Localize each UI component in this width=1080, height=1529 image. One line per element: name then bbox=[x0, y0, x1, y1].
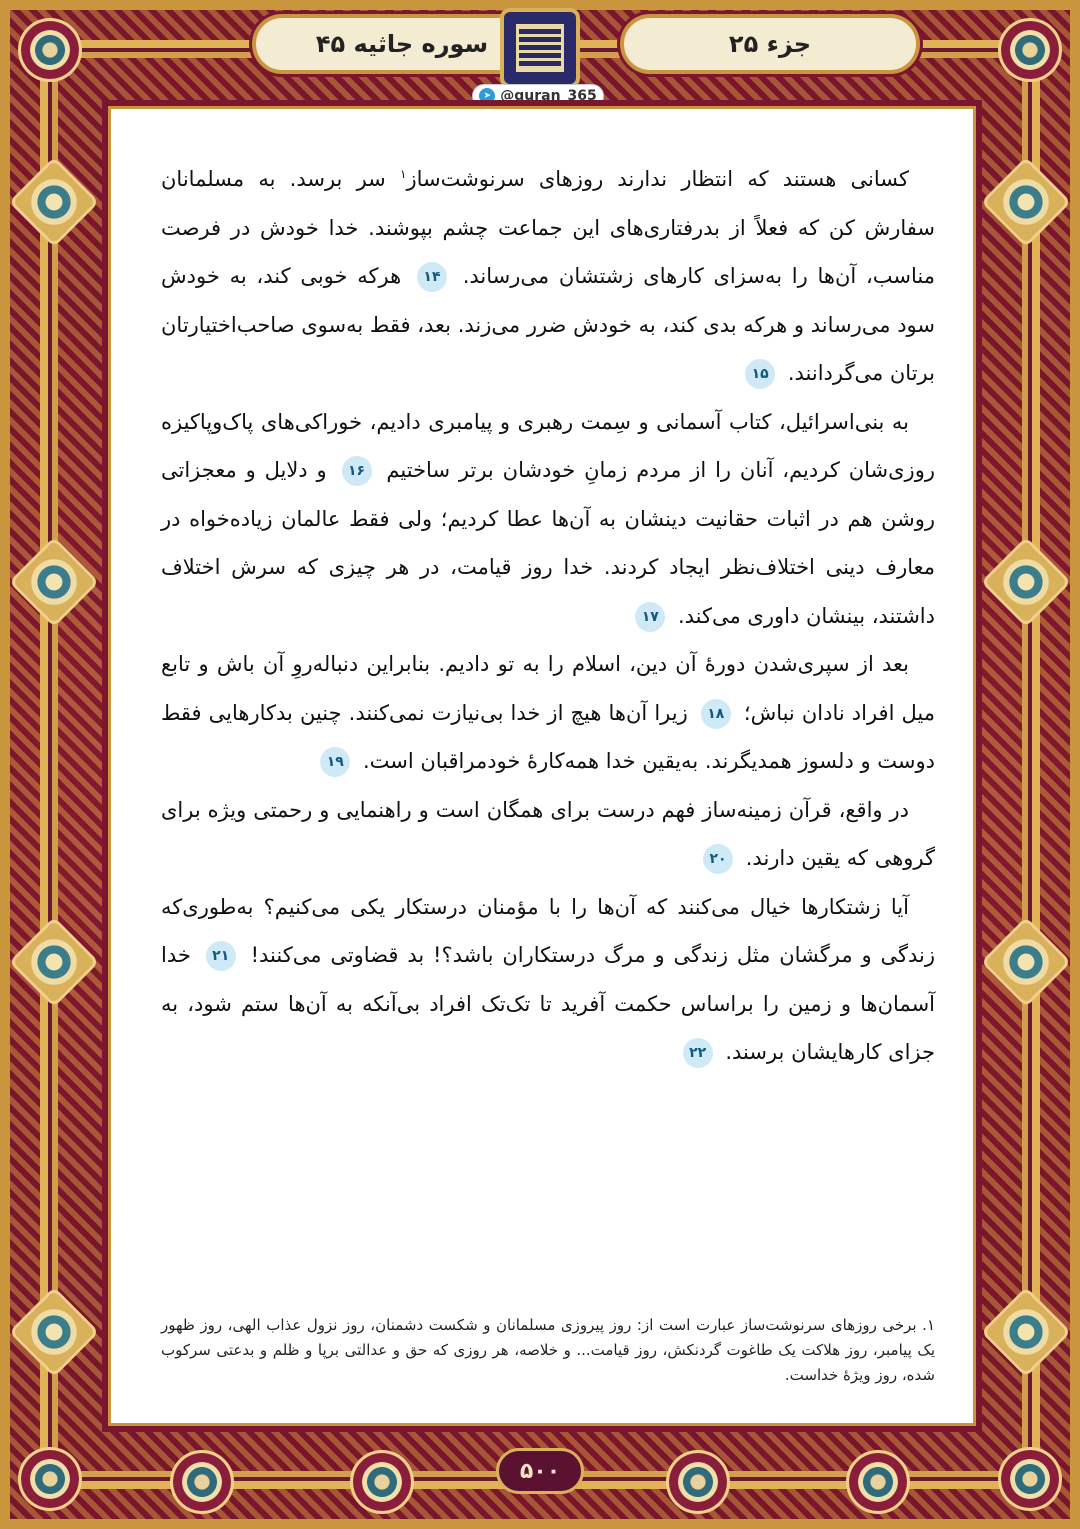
page-content bbox=[108, 106, 976, 1426]
verse-segment: زیرا آن‌ها هیچ از خدا بی‌نیازت نمی‌کنند. چنین بدکارهایی فقط دوست و دلسوز همدیگرند. به‌یقین خدا همه‌کارهٔ خودمراقبان است. bbox=[161, 700, 935, 773]
paragraph bbox=[161, 398, 935, 641]
verse-segment: آیا زشتکارها خیال می‌کنند که آن‌ها را با مؤمنان درستکار یکی می‌کنیم؟ به‌طوری‌که زندگی و مرگشان مثل زندگی و مرگ درستکاران باشد؟! بد قضاوتی می‌کنند! bbox=[161, 894, 935, 967]
rosette-ornament-icon bbox=[998, 18, 1062, 82]
rosette-ornament-icon bbox=[350, 1450, 414, 1514]
ayah-number: ۱۹ bbox=[320, 747, 350, 777]
page-number: ۵۰۰ bbox=[496, 1448, 584, 1494]
telegram-icon: ➤ bbox=[479, 88, 495, 104]
channel-handle-badge[interactable] bbox=[472, 84, 604, 108]
ayah-number: ۲۱ bbox=[206, 941, 236, 971]
verse-segment: هرکه خوبی کند، به خودش سود می‌رساند و هرکه بدی کند، به خودش ضرر می‌زند. بعد، فقط به‌سوی صاحب‌اختیارتان برتان می‌گردانند. bbox=[161, 264, 935, 385]
kufic-logo-icon bbox=[500, 8, 580, 88]
paragraph bbox=[161, 155, 935, 398]
verse-segment: خدا آسمان‌ها و زمین را براساس حکمت آفرید تا تک‌تک افراد بی‌آنکه به آن‌ها ستم شود، به جزای کارهایشان برسند. bbox=[161, 943, 935, 1064]
juz-title: جزء ۲۵ bbox=[620, 14, 920, 74]
verse-segment: در واقع، قرآن زمینه‌ساز فهم درست برای همگان است و راهنمایی و رحمتی ویژه برای گروهی که یقین دارند. bbox=[161, 797, 935, 870]
paragraph bbox=[161, 786, 935, 883]
ayah-number: ۱۵ bbox=[745, 359, 775, 389]
ayah-number: ۱۶ bbox=[342, 456, 372, 486]
ayah-number: ۱۷ bbox=[635, 602, 665, 632]
channel-handle-text: @quran_365 bbox=[500, 88, 597, 104]
footnote-ref[interactable]: ۱ bbox=[399, 167, 407, 181]
rosette-ornament-icon bbox=[18, 18, 82, 82]
verse-segment: و دلایل و معجزاتی روشن هم در اثبات حقانیت دینشان به آن‌ها عطا کردیم؛ ولی فقط عالمان زیاده‌خواه در معارف دینی اختلاف‌نظر ایجاد کردند. خدا روز قیامت، در هر چیزی که سرش اختلاف داشتند، بینشان داوری می‌کند. bbox=[161, 458, 935, 628]
rosette-ornament-icon bbox=[846, 1450, 910, 1514]
paragraph bbox=[161, 883, 935, 1077]
ayah-number: ۱۴ bbox=[417, 262, 447, 292]
surah-title: سوره جاثیه ۴۵ bbox=[252, 14, 552, 74]
rosette-ornament-icon bbox=[18, 1447, 82, 1511]
ayah-number: ۲۲ bbox=[683, 1038, 713, 1068]
rosette-ornament-icon bbox=[170, 1450, 234, 1514]
paragraph bbox=[161, 640, 935, 786]
verse-segment: به بنی‌اسرائیل، کتاب آسمانی و سِمت رهبری و پیامبری دادیم، خوراکی‌های پاک‌وپاکیزه روزی‌شان کردیم، آنان را از مردم زمانِ خودشان برتر ساختیم bbox=[161, 409, 935, 482]
verse-text bbox=[161, 155, 935, 1077]
verse-segment: سر برسد. به مسلمانان سفارش کن که فعلاً از بدرفتاری‌های این جماعت چشم بپوشند. خدا خودش در فرصت مناسب، آن‌ها را به‌سزای کارهای زشتشان می‌رساند. bbox=[161, 167, 935, 288]
footnote: ۱. برخی روزهای سرنوشت‌ساز عبارت است از: روز پیروزی مسلمانان و شکست دشمنان، روز نزول عذاب الهی، روز ظهور یک پیامبر، روز هلاکت یک طاغوت گردنکش، روز قیامت... و خلاصه، هر روزی که حق و عدالتی برپا و ظلم و بدعتی سرکوب شده، روز ویژهٔ خداست. bbox=[161, 1316, 935, 1384]
rosette-ornament-icon bbox=[666, 1450, 730, 1514]
rosette-ornament-icon bbox=[998, 1447, 1062, 1511]
ayah-number: ۱۸ bbox=[701, 699, 731, 729]
verse-segment: بعد از سپری‌شدن دورهٔ آن دین، اسلام را به تو دادیم. بنابراین دنباله‌روِ آن باش و تابع میل افراد نادان نباش؛ bbox=[161, 652, 935, 725]
verse-segment: کسانی هستند که انتظار ندارند روزهای سرنوشت‌ساز bbox=[406, 167, 909, 191]
ayah-number: ۲۰ bbox=[703, 844, 733, 874]
